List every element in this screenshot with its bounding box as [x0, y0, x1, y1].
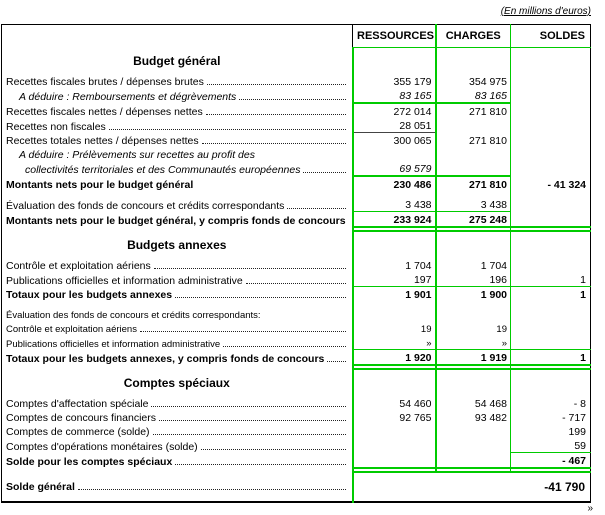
dot-leader — [223, 346, 345, 347]
soldes-value: - 41 324 — [547, 179, 586, 191]
row-label: Recettes totales nettes / dépenses nettes — [6, 135, 199, 147]
row-label-cell — [2, 133, 353, 148]
row-label: Montants nets pour le budget général, y compris fonds de concours — [6, 215, 346, 227]
row-label: Publications officielles et information administrative — [6, 338, 221, 350]
charges-value — [436, 307, 511, 321]
table-row — [2, 453, 591, 469]
charges-value: 354 975 — [436, 74, 511, 88]
table-row — [2, 147, 591, 161]
charges-value: 271 810 — [436, 176, 511, 191]
grand-total-row — [2, 472, 591, 502]
row-label-cell — [2, 197, 353, 212]
table-row — [2, 103, 591, 118]
ressources-value — [353, 307, 436, 321]
row-label-cell — [2, 350, 353, 366]
grand-total-value: -41 790 — [353, 472, 591, 502]
soldes-value: 199 — [568, 426, 586, 438]
charges-value: 19 — [436, 321, 511, 335]
table-row — [2, 212, 591, 228]
row-label-wrap — [6, 398, 349, 410]
ressources-value: » — [353, 335, 436, 350]
section-heading: Budgets annexes — [2, 231, 353, 258]
row-label-cell — [2, 472, 353, 502]
table-row — [2, 118, 591, 133]
soldes-value — [511, 118, 591, 133]
charges-value: 93 482 — [436, 410, 511, 424]
dot-leader — [202, 143, 346, 144]
row-label-cell — [2, 74, 353, 88]
dot-leader — [175, 297, 345, 298]
charges-value: 271 810 — [436, 103, 511, 118]
row-label: Évaluation des fonds de concours et crédits correspondants: — [6, 310, 261, 321]
dot-leader — [140, 331, 346, 332]
table-row — [2, 396, 591, 410]
row-label-cell — [2, 272, 353, 287]
soldes-value — [511, 321, 591, 335]
soldes-value — [511, 74, 591, 88]
row-label: Évaluation des fonds de concours et crédits correspondants — [6, 199, 285, 212]
row-label-wrap — [6, 456, 349, 468]
row-label-wrap — [6, 289, 349, 301]
ressources-value: 230 486 — [353, 176, 436, 191]
table-row — [2, 88, 591, 103]
ressources-value: 92 765 — [353, 410, 436, 424]
row-label: Solde général — [6, 480, 75, 493]
soldes-value: - 717 — [562, 412, 586, 424]
row-label-wrap — [6, 135, 349, 147]
dot-leader — [287, 208, 345, 209]
charges-value: » — [436, 335, 511, 350]
row-label-cell — [2, 176, 353, 191]
ressources-value: 355 179 — [353, 74, 436, 88]
row-label-cell — [2, 453, 353, 469]
soldes-value — [511, 103, 591, 118]
table-row — [2, 197, 591, 212]
soldes-value — [511, 307, 591, 321]
dot-leader — [159, 420, 346, 421]
ressources-value: 1 704 — [353, 258, 436, 272]
soldes-value — [511, 197, 591, 212]
row-label-wrap — [6, 339, 349, 350]
dot-leader — [327, 361, 345, 362]
page-continuation-mark: » — [587, 503, 593, 514]
row-label: Comptes de concours financiers — [6, 412, 156, 424]
row-label-cell — [2, 103, 353, 118]
table-row — [2, 74, 591, 88]
soldes-value: 1 — [511, 287, 591, 302]
ressources-value — [353, 147, 436, 161]
row-label: Recettes non fiscales — [6, 120, 106, 133]
dot-leader — [153, 434, 346, 435]
charges-value — [436, 231, 511, 258]
table-row — [2, 176, 591, 191]
charges-value: 1 900 — [436, 287, 511, 302]
row-label: Comptes de commerce (solde) — [6, 426, 150, 438]
units-caption: (En millions d'euros) — [500, 6, 591, 17]
charges-value: 275 248 — [436, 212, 511, 228]
ressources-value: 83 165 — [353, 88, 436, 103]
row-label-cell — [2, 161, 353, 176]
row-label: Contrôle et exploitation aériens — [6, 324, 137, 335]
table-row — [2, 258, 591, 272]
column-header-soldes: SOLDES — [511, 25, 591, 48]
row-label-wrap — [6, 324, 349, 335]
row-label-wrap — [6, 200, 349, 212]
ressources-value: 197 — [353, 272, 436, 287]
table-row — [2, 287, 591, 302]
soldes-value — [511, 258, 591, 272]
row-label-cell — [2, 410, 353, 424]
ressources-value: 69 579 — [353, 161, 436, 176]
table-row — [2, 133, 591, 148]
row-label-cell — [2, 118, 353, 133]
ressources-value — [353, 438, 436, 453]
row-label-wrap — [6, 179, 349, 191]
table-row — [2, 424, 591, 438]
charges-value: 83 165 — [436, 88, 511, 103]
dot-leader — [206, 114, 346, 115]
table-row — [2, 335, 591, 350]
charges-value: 3 438 — [436, 197, 511, 212]
dot-leader — [246, 283, 346, 284]
row-label: Totaux pour les budgets annexes, y compris fonds de concours — [6, 353, 325, 365]
soldes-value: 1 — [580, 274, 586, 286]
charges-value: 271 810 — [436, 133, 511, 148]
charges-value — [436, 48, 511, 75]
ressources-value: 19 — [353, 321, 436, 335]
soldes-value — [511, 335, 591, 350]
row-label: Recettes fiscales nettes / dépenses nettes — [6, 106, 203, 118]
table-row — [2, 307, 591, 321]
row-label-wrap — [6, 412, 349, 424]
ressources-value: 28 051 — [353, 118, 436, 133]
ressources-value: 1 901 — [353, 287, 436, 302]
charges-value: 1 704 — [436, 258, 511, 272]
soldes-value — [511, 231, 591, 258]
ressources-value: 272 014 — [353, 103, 436, 118]
corner-cell — [2, 25, 353, 48]
charges-value: 54 468 — [436, 396, 511, 410]
charges-value: 1 919 — [436, 350, 511, 366]
soldes-value — [511, 48, 591, 75]
row-label-wrap — [6, 91, 349, 103]
ressources-value — [353, 231, 436, 258]
table-row — [2, 350, 591, 366]
charges-value — [436, 453, 511, 469]
section-heading-row — [2, 369, 591, 396]
dot-leader — [303, 172, 345, 173]
row-label: Comptes d'opérations monétaires (solde) — [6, 440, 198, 453]
charges-value — [436, 161, 511, 176]
row-label-wrap — [6, 164, 349, 176]
charges-value — [436, 424, 511, 438]
table-row — [2, 438, 591, 453]
row-label-wrap — [6, 353, 349, 365]
row-label-wrap — [6, 275, 349, 287]
row-label-cell — [2, 438, 353, 453]
row-label: Comptes d'affectation spéciale — [6, 398, 149, 410]
row-label-wrap — [6, 106, 349, 118]
row-label-wrap — [6, 121, 349, 133]
row-label: Totaux pour les budgets annexes — [6, 289, 173, 301]
ressources-value — [353, 48, 436, 75]
row-label: A déduire : Prélèvements sur recettes au profit des — [19, 149, 255, 161]
row-label-wrap — [6, 426, 349, 438]
row-label-cell — [2, 212, 353, 228]
ressources-value: 300 065 — [353, 133, 436, 148]
soldes-value — [511, 133, 591, 148]
ressources-value: 3 438 — [353, 197, 436, 212]
row-label-cell — [2, 287, 353, 302]
row-label: Solde pour les comptes spéciaux — [6, 456, 173, 468]
table-row — [2, 321, 591, 335]
row-label-wrap — [6, 149, 349, 161]
soldes-value — [511, 147, 591, 161]
ressources-value — [353, 369, 436, 396]
row-label-cell — [2, 424, 353, 438]
row-label: Montants nets pour le budget général — [6, 179, 194, 191]
charges-value — [436, 147, 511, 161]
soldes-value — [511, 369, 591, 396]
soldes-value: - 467 — [511, 453, 591, 469]
soldes-value — [511, 212, 591, 228]
header-row — [2, 25, 591, 48]
dot-leader — [207, 84, 346, 85]
ressources-value — [353, 453, 436, 469]
section-heading: Budget général — [2, 48, 353, 75]
section-heading-row — [2, 231, 591, 258]
row-label-wrap — [6, 260, 349, 272]
ressources-value: 233 924 — [353, 212, 436, 228]
ressources-value: 1 920 — [353, 350, 436, 366]
dot-leader — [154, 268, 346, 269]
dot-leader — [239, 99, 345, 100]
row-label-cell — [2, 258, 353, 272]
row-label-cell — [2, 335, 353, 350]
column-header-charges: CHARGES — [436, 25, 511, 48]
row-label-cell — [2, 88, 353, 103]
row-label-cell — [2, 321, 353, 335]
soldes-value: 59 — [574, 440, 586, 452]
column-header-ressources: RESSOURCES — [353, 25, 436, 48]
budget-table-body — [2, 48, 591, 503]
table-row — [2, 161, 591, 176]
row-label-cell — [2, 307, 353, 321]
soldes-value — [511, 88, 591, 103]
row-label-wrap — [6, 215, 349, 227]
table-row — [2, 272, 591, 287]
row-label-wrap — [6, 441, 349, 453]
soldes-value: 1 — [511, 350, 591, 366]
section-heading-row — [2, 48, 591, 75]
dot-leader — [78, 489, 346, 490]
row-label: Contrôle et exploitation aériens — [6, 260, 151, 272]
row-label-cell — [2, 147, 353, 161]
row-label-wrap — [6, 310, 349, 321]
section-heading: Comptes spéciaux — [2, 369, 353, 396]
row-label: A déduire : Remboursements et dégrèvements — [19, 91, 237, 103]
row-label: Recettes fiscales brutes / dépenses brutes — [6, 76, 204, 88]
charges-value — [436, 369, 511, 396]
dot-leader — [201, 449, 346, 450]
soldes-value: - 8 — [573, 398, 586, 410]
row-label-wrap — [6, 481, 349, 493]
row-label: collectivités territoriales et des Communautés européennes — [25, 164, 301, 176]
charges-value: 196 — [436, 272, 511, 287]
dot-leader — [175, 464, 345, 465]
dot-leader — [109, 129, 346, 130]
charges-value — [436, 118, 511, 133]
charges-value — [436, 438, 511, 453]
table-row — [2, 410, 591, 424]
budget-table — [1, 24, 591, 503]
row-label-cell — [2, 396, 353, 410]
dot-leader — [151, 406, 345, 407]
row-label-wrap — [6, 76, 349, 88]
row-label: Publications officielles et information administrative — [6, 274, 243, 287]
ressources-value: 54 460 — [353, 396, 436, 410]
soldes-value — [511, 161, 591, 176]
ressources-value — [353, 424, 436, 438]
